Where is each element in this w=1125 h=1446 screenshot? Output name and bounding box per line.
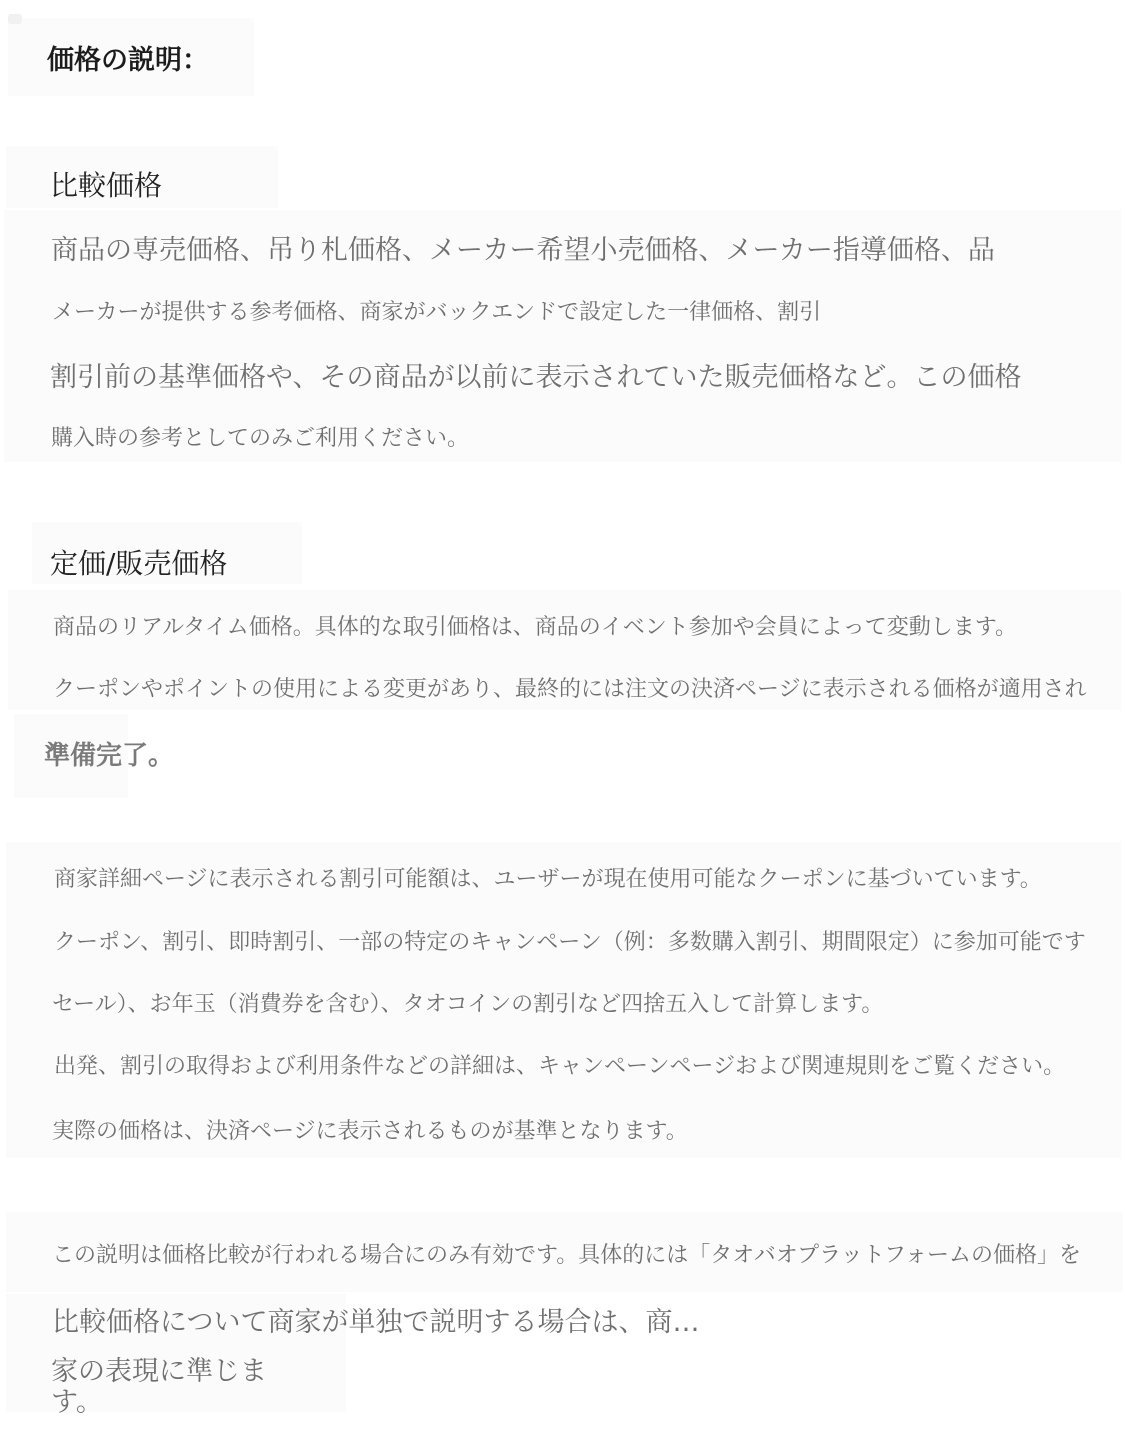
- discount-line: 実際の価格は、決済ページに表示されるものが基準となります。: [52, 1119, 688, 1144]
- ready-text: 準備完了。: [44, 741, 175, 771]
- discount-line: クーポン、割引、即時割引、一部の特定のキャンペーン（例：多数購入割引、期間限定）に参加可能です: [54, 930, 1086, 955]
- discount-line: 商家詳細ページに表示される割引可能額は、ユーザーが現在使用可能なクーポンに基づいています。: [54, 867, 1042, 892]
- section-heading-comparison: 比較価格: [50, 169, 163, 202]
- comparison-line: 購入時の参考としてのみご利用ください。: [51, 426, 470, 451]
- list-price-line: 商品のリアルタイム価格。具体的な取引価格は、商品のイベント参加や会員によって変動します。: [53, 615, 1018, 640]
- comparison-line: メーカーが提供する参考価格、商家がバックエンドで設定した一律価格、割引: [52, 300, 822, 325]
- discount-line: セール）、お年玉（消費券を含む）、タオコインの割引など四捨五入して計算します。: [52, 992, 884, 1017]
- corner-mark-icon: [8, 14, 22, 24]
- list-price-line: クーポンやポイントの使用による変更があり、最終的には注文の決済ページに表示される価格が適用され: [53, 677, 1087, 702]
- note-line: 家の表現に準じま: [51, 1356, 267, 1387]
- section-heading-list-price: 定価/販売価格: [50, 547, 228, 580]
- note-line: 比較価格について商家が単独で説明する場合は、商…: [52, 1307, 700, 1338]
- page-title: 価格の説明：: [47, 45, 209, 76]
- note-line: この説明は価格比較が行われる場合にのみ有効です。具体的には「タオバオプラットフォームの価格」を: [52, 1243, 1081, 1268]
- comparison-line: 商品の専売価格、吊り札価格、メーカー希望小売価格、メーカー指導価格、品: [51, 235, 995, 266]
- comparison-line: 割引前の基準価格や、その商品が以前に表示されていた販売価格など。この価格: [50, 362, 1022, 393]
- discount-line: 出発、割引の取得および利用条件などの詳細は、キャンペーンページおよび関連規則をご覧ください。: [54, 1054, 1066, 1079]
- note-line: す。: [51, 1387, 103, 1418]
